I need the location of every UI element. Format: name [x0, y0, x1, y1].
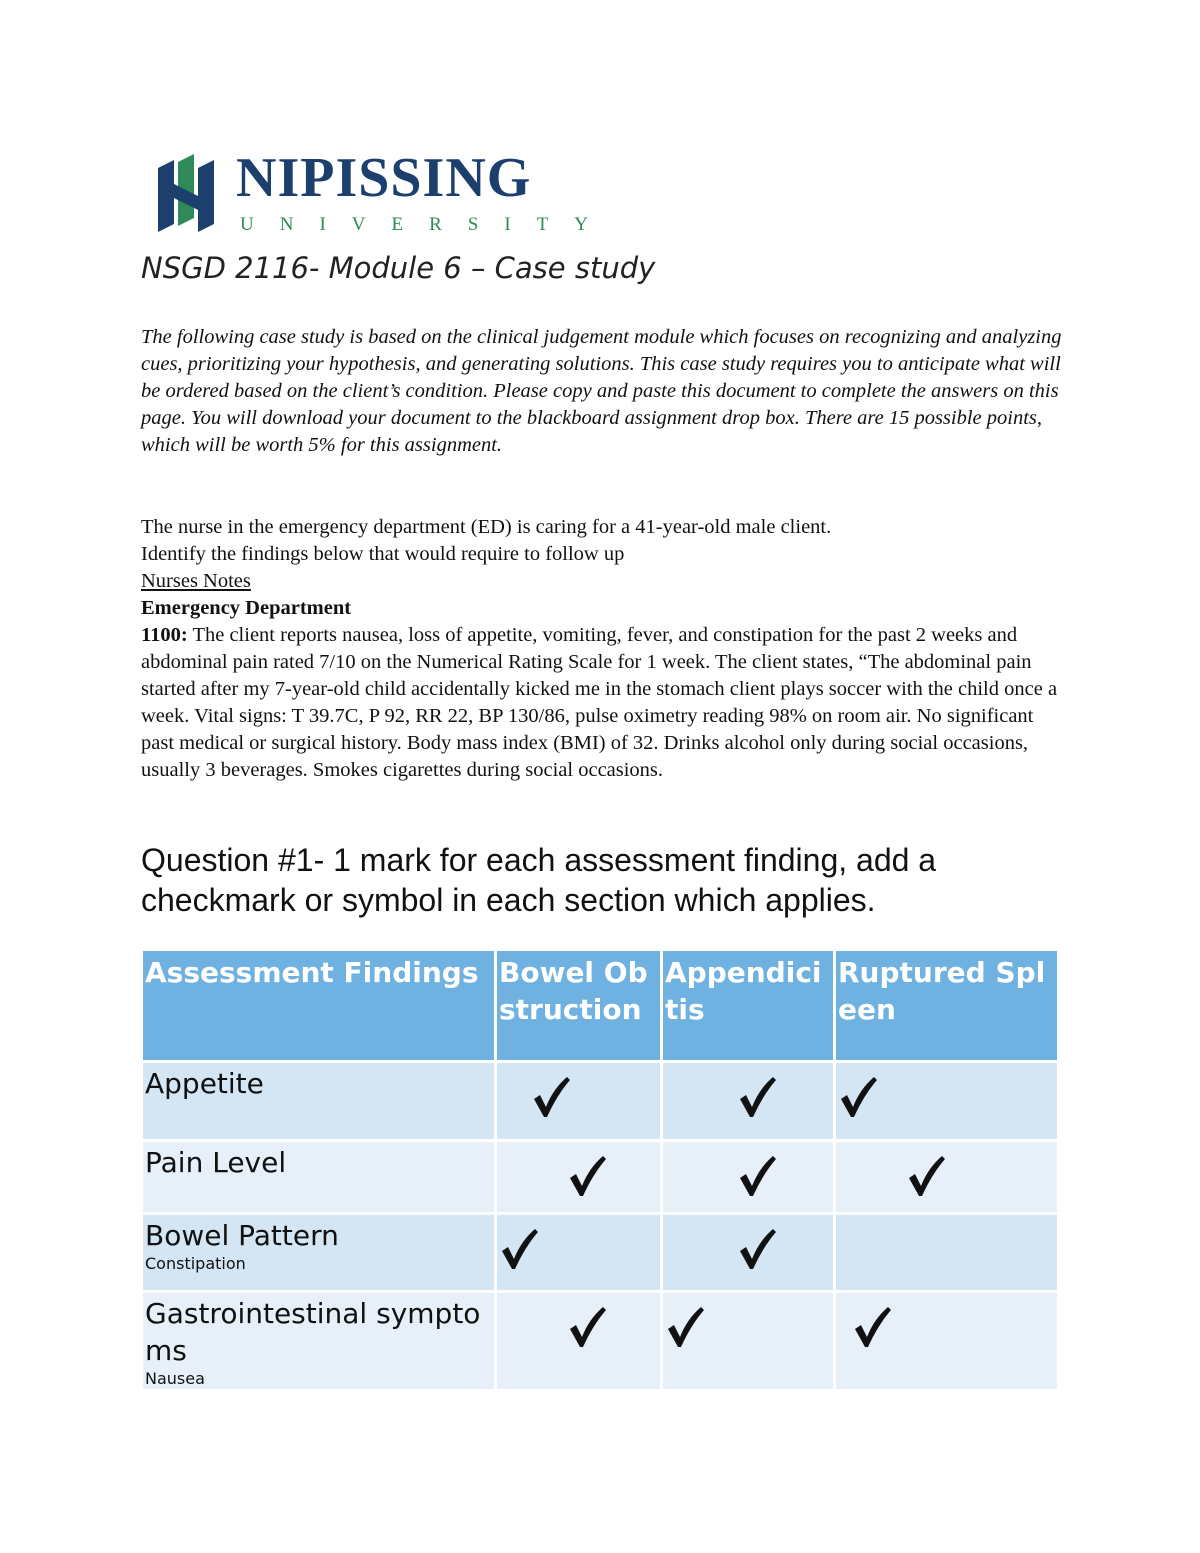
case-line-1: The nurse in the emergency department (ED) is caring for a 41-year-old male client. — [141, 516, 832, 538]
note-text: The client reports nausea, loss of appetite, vomiting, fever, and constipation for the past 2 weeks and abdominal pain rated 7/10 on the Numerical Rating Scale for 1 week. The client states, “The abdominal pain started after my 7-year-old child accidentally kicked me in the stomach client plays soccer with the child once a week. Vital signs: T 39.7C, P 92, RR 22, BP 130/86, pulse oximetry reading 98% on room air. No significant past medical or surgical history. Body mass index (BMI) of 32. Drinks alcohol only during social occasions, usually 3 beverages. Smokes cigarettes during social occasions. — [141, 624, 1058, 781]
case-line-2: Identify the findings below that would require to follow up — [141, 543, 625, 565]
checkmark-icon — [737, 1075, 777, 1119]
nurses-notes-heading: Nurses Notes — [141, 570, 251, 592]
finding-cell — [142, 1062, 496, 1141]
nurse-note — [141, 622, 1066, 784]
intro-paragraph: The following case study is based on the clinical judgement module which focuses on recognizing and analyzing cues, prioritizing your hypothesis, and generating solutions. This case study requires you to anticipate what will be ordered based on the client’s condition. Please copy and paste this document to complete the answers on this page. You will download your document to the blackboard assignment drop box. There are 15 possible points, which will be worth 5% for this assignment. — [141, 326, 1062, 456]
finding-label: Bowel Pattern — [145, 1219, 339, 1252]
check-cell[interactable] — [496, 1141, 662, 1214]
finding-detail: Constipation — [145, 1254, 246, 1273]
checkmark-icon — [567, 1154, 607, 1198]
logo-wordmark: NIPISSING — [236, 147, 532, 209]
checkmark-icon — [499, 1227, 539, 1271]
table-row — [142, 1062, 1059, 1141]
finding-detail: Nausea — [145, 1369, 205, 1388]
university-logo — [154, 147, 614, 242]
logo-subtitle: UNIVERSITY — [240, 214, 614, 235]
finding-cell — [142, 1214, 496, 1292]
case-description — [141, 514, 1066, 784]
check-cell[interactable] — [662, 1214, 835, 1292]
finding-cell — [142, 1292, 496, 1391]
table-row — [142, 1214, 1059, 1292]
header-appendicitis: Appendicitis — [662, 950, 835, 1062]
finding-label: Appetite — [145, 1067, 264, 1100]
check-cell[interactable] — [835, 1062, 1059, 1141]
check-cell[interactable] — [496, 1292, 662, 1391]
checkmark-icon — [531, 1075, 571, 1119]
question-1: Question #1- 1 mark for each assessment finding, add a checkmark or symbol in each section which applies. — [141, 842, 937, 918]
nipissing-logo-icon — [154, 154, 224, 238]
check-cell[interactable] — [662, 1062, 835, 1141]
check-cell[interactable] — [835, 1214, 1059, 1292]
checkmark-icon — [567, 1305, 607, 1349]
checkmark-icon — [852, 1305, 892, 1349]
document-title: NSGD 2116- Module 6 – Case study — [141, 251, 656, 285]
check-cell[interactable] — [835, 1292, 1059, 1391]
finding-label: Pain Level — [145, 1146, 287, 1179]
check-cell[interactable] — [496, 1214, 662, 1292]
assessment-table — [140, 948, 1060, 1392]
checkmark-icon — [665, 1305, 705, 1349]
header-bowel-obstruction: Bowel Obstruction — [496, 950, 662, 1062]
note-time: 1100: — [141, 624, 188, 646]
check-cell[interactable] — [496, 1062, 662, 1141]
finding-cell — [142, 1141, 496, 1214]
check-cell[interactable] — [835, 1141, 1059, 1214]
check-cell[interactable] — [662, 1141, 835, 1214]
table-row — [142, 1292, 1059, 1391]
check-cell[interactable] — [662, 1292, 835, 1391]
department-heading: Emergency Department — [141, 597, 352, 619]
table-row — [142, 1141, 1059, 1214]
header-assessment-findings: Assessment Findings — [142, 950, 496, 1062]
checkmark-icon — [906, 1154, 946, 1198]
finding-label: Gastrointestinal symptoms — [145, 1297, 481, 1367]
checkmark-icon — [737, 1154, 777, 1198]
checkmark-icon — [838, 1075, 878, 1119]
checkmark-icon — [737, 1227, 777, 1271]
header-ruptured-spleen: Ruptured Spleen — [835, 950, 1059, 1062]
